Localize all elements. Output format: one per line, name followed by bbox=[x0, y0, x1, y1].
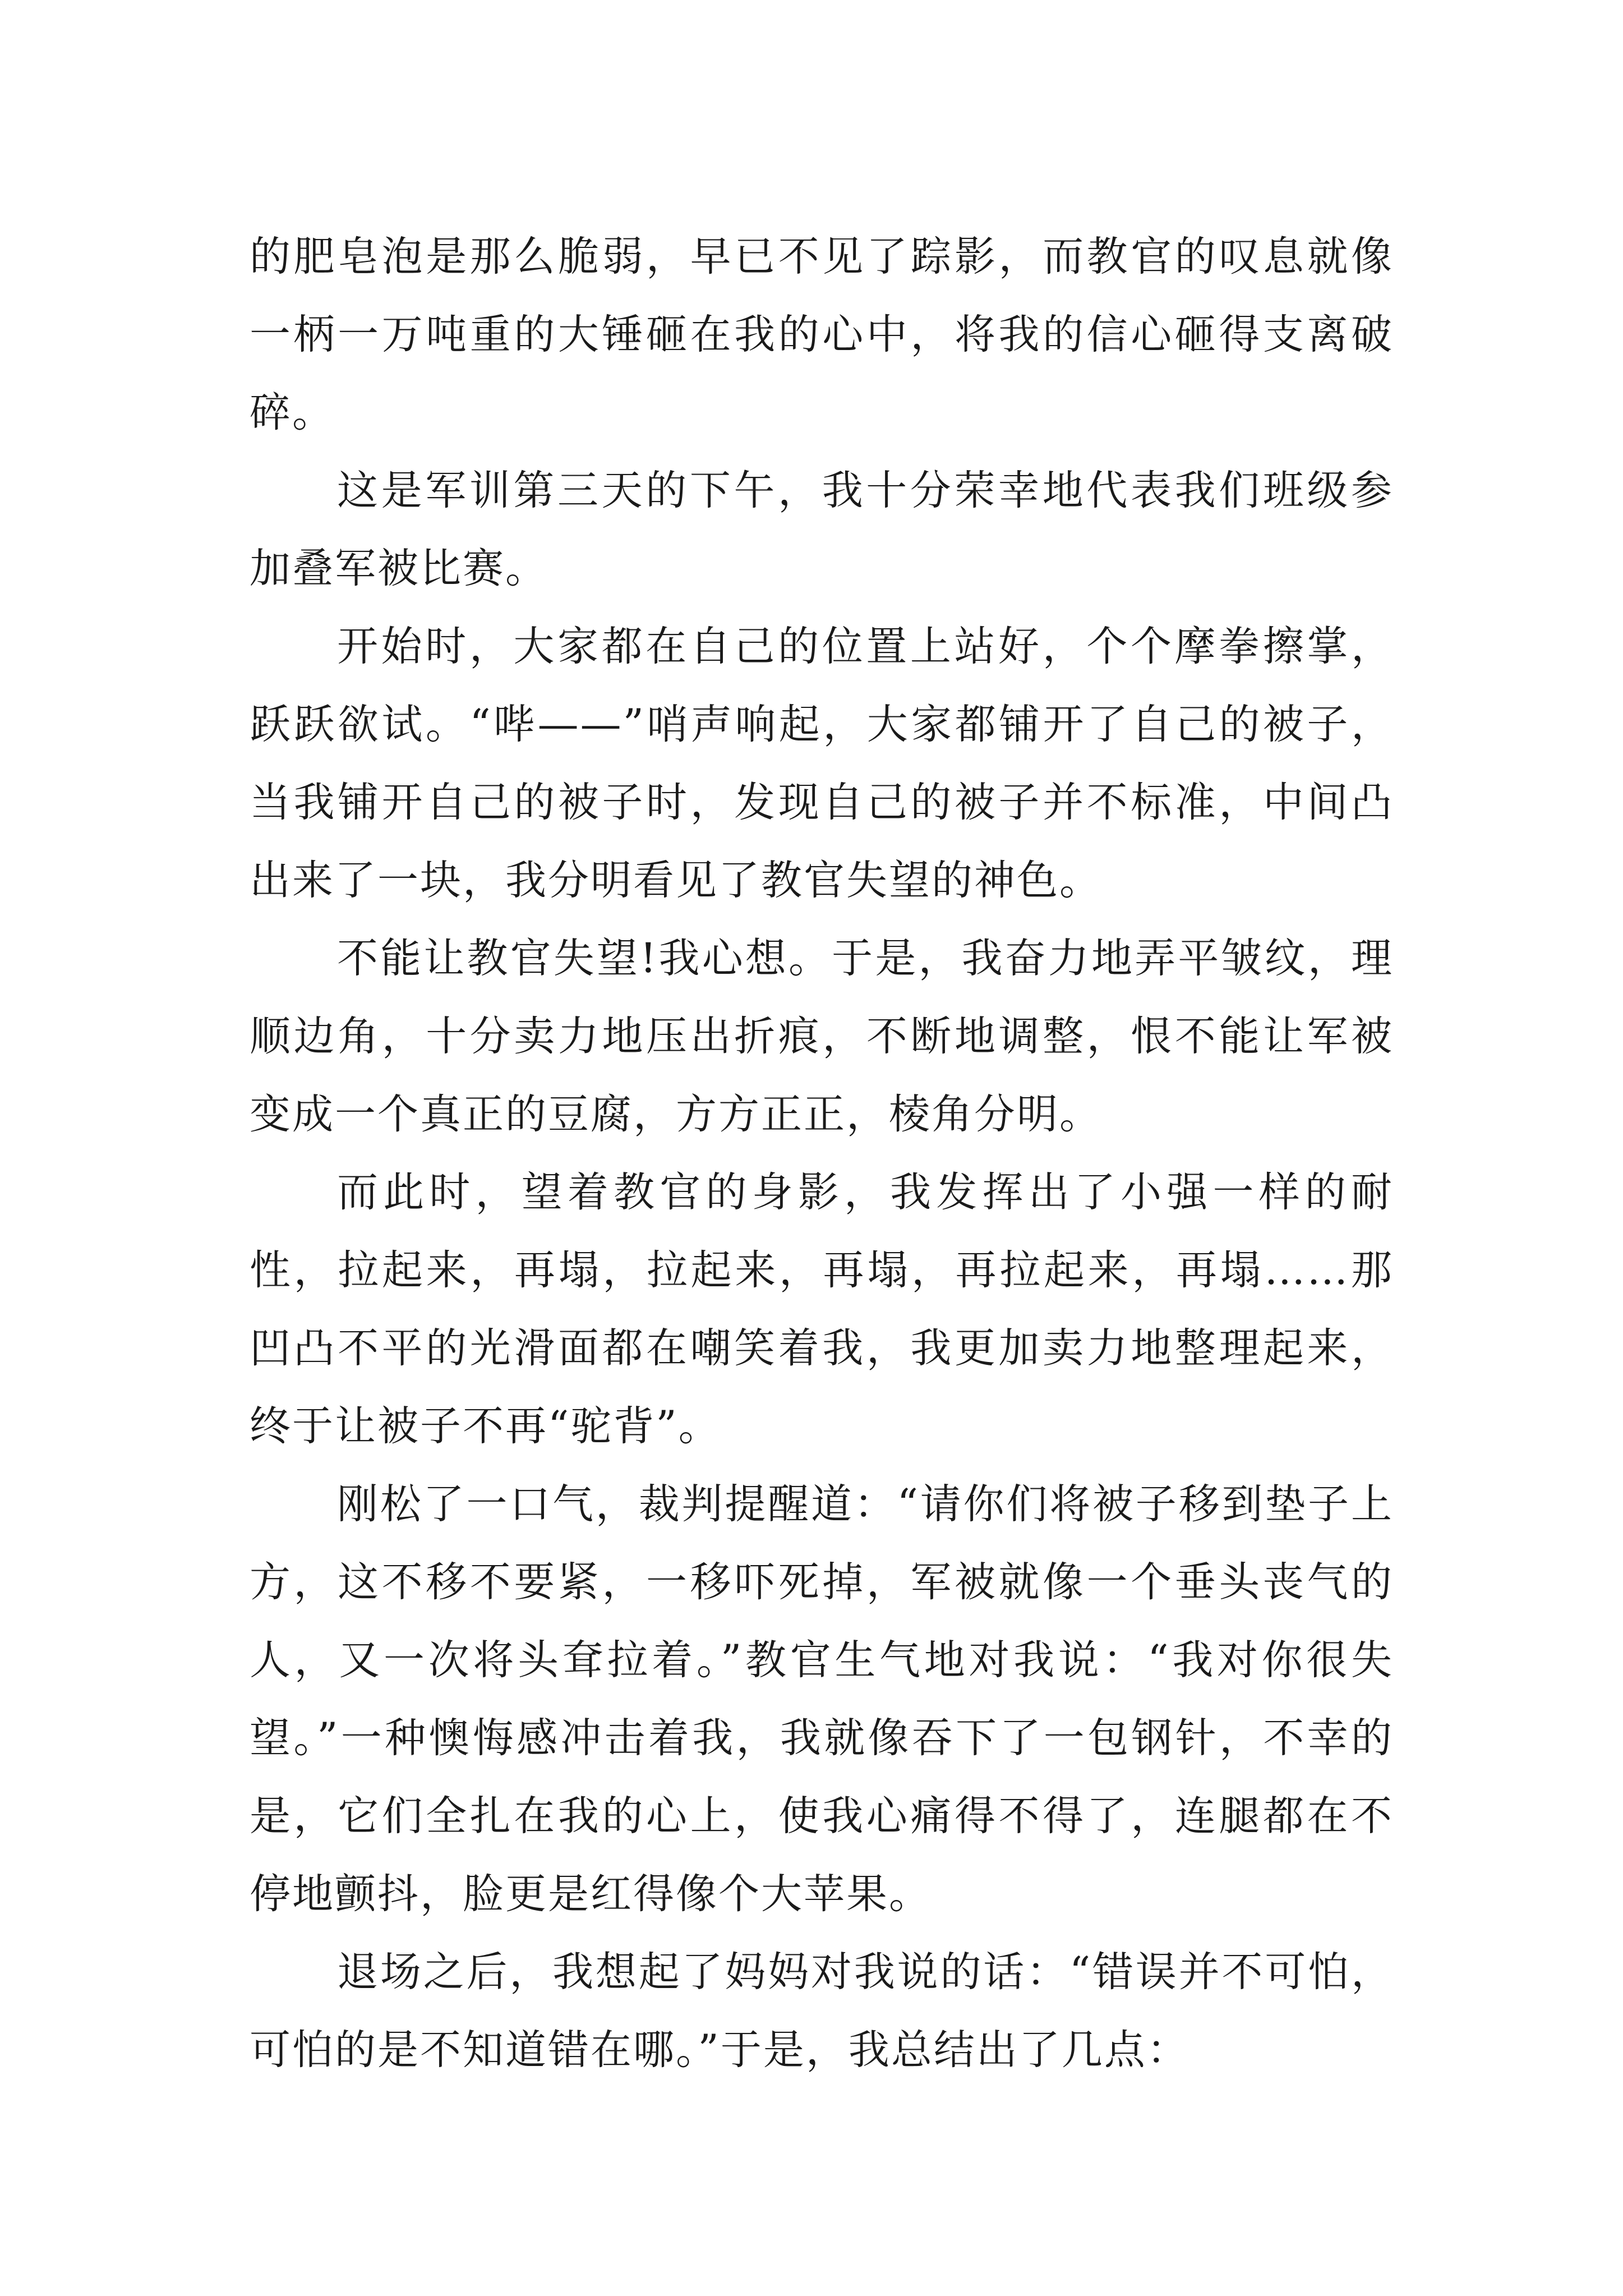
paragraph-7: 退场之后，我想起了妈妈对我说的话：“错误并不可怕，可怕的是不知道错在哪。”于是，我总结出了几点： bbox=[250, 1948, 1394, 2074]
document-body bbox=[250, 218, 1394, 2089]
paragraph-4: 不能让教官失望!我心想。于是，我奋力地弄平皱纹，理顺边角，十分卖力地压出折痕，不断地调整，恨不能让军被变成一个真正的豆腐，方方正正，棱角分明。 bbox=[250, 935, 1394, 1138]
paragraph-6: 刚松了一口气，裁判提醒道：“请你们将被子移到垫子上方，这不移不要紧，一移吓死掉，军被就像一个垂头丧气的人，又一次将头耷拉着。”教官生气地对我说：“我对你很失望。”一种懊悔感冲击着我，我就像吞下了一包钢针，不幸的是，它们全扎在我的心上，使我心痛得不得了，连腿都在不停地颤抖，脸更是红得像个大苹果。 bbox=[250, 1480, 1394, 1918]
paragraph-3: 开始时，大家都在自己的位置上站好，个个摩拳擦掌，跃跃欲试。“哔——”哨声响起，大家都铺开了自己的被子，当我铺开自己的被子时，发现自己的被子并不标准，中间凸出来了一块，我分明看见了教官失望的神色。 bbox=[250, 623, 1394, 904]
paragraph-1: 的肥皂泡是那么脆弱，早已不见了踪影，而教官的叹息就像一柄一万吨重的大锤砸在我的心中，将我的信心砸得支离破碎。 bbox=[250, 233, 1394, 436]
paragraph-5: 而此时，望着教官的身影，我发挥出了小强一样的耐性，拉起来，再塌，拉起来，再塌，再拉起来，再塌……那凹凸不平的光滑面都在嘲笑着我，我更加卖力地整理起来，终于让被子不再“驼背”。 bbox=[250, 1168, 1394, 1450]
paragraph-2: 这是军训第三天的下午，我十分荣幸地代表我们班级参加叠军被比赛。 bbox=[250, 467, 1394, 592]
